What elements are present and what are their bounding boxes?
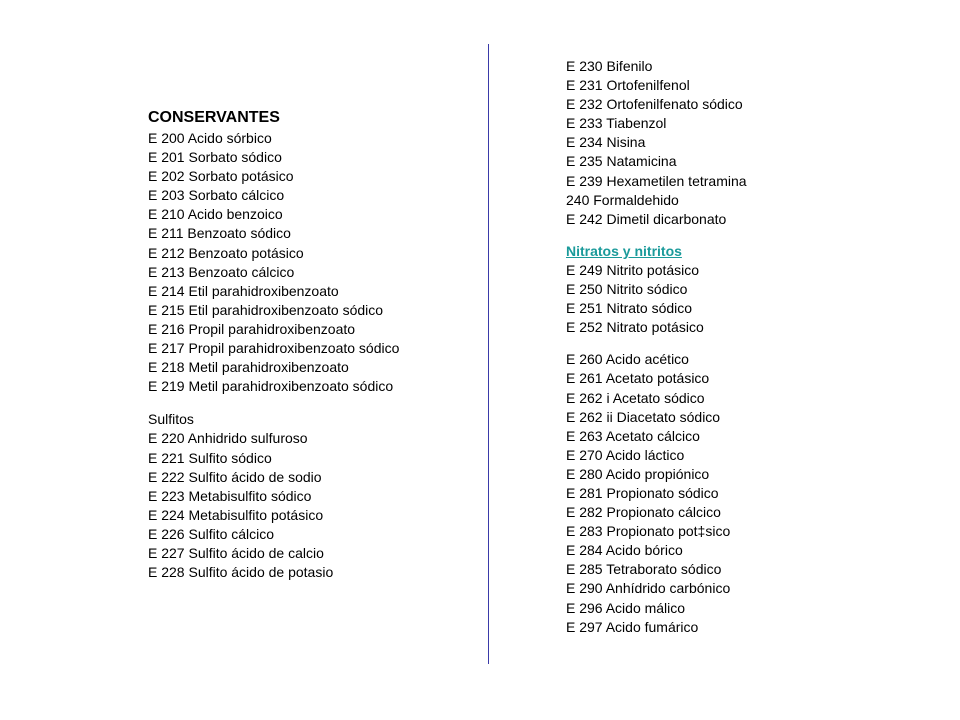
list-item: E 201 Sorbato sódico [148,149,282,166]
list-item: E 203 Sorbato cálcico [148,187,285,204]
list-item: E 284 Acido bórico [566,542,683,559]
list-item: E 214 Etil parahidroxibenzoato [148,282,339,299]
list-item: E 263 Acetato cálcico [566,427,700,444]
right-column [566,57,866,637]
left-column [148,108,468,582]
list-item: E 282 Propionato cálcico [566,504,721,521]
acids-list [566,350,866,636]
sulfitos-list [148,429,468,582]
list-item: E 226 Sulfito cálcico [148,525,275,542]
list-item: E 216 Propil parahidroxibenzoato [148,320,356,337]
list-item: E 290 Anhídrido carbónico [566,580,731,597]
nitratos-link[interactable]: Nitratos y nitritos [566,242,682,259]
spacer [148,396,468,410]
list-item: E 227 Sulfito ácido de calcio [148,544,324,561]
list-item: E 280 Acido propiónico [566,465,710,482]
list-item: E 251 Nitrato sódico [566,300,693,317]
list-item: E 235 Natamicina [566,153,677,170]
list-item: E 249 Nitrito potásico [566,261,700,278]
list-item: E 200 Acido sórbico [148,130,272,146]
list-item: E 261 Acetato potásico [566,370,710,387]
spacer [566,229,866,242]
list-item: E 270 Acido láctico [566,446,685,463]
list-item: E 285 Tetraborato sódico [566,561,722,578]
list-item: E 262 i Acetato sódico [566,389,705,406]
list-item: E 222 Sulfito ácido de sodio [148,468,322,485]
column-divider [488,44,489,664]
list-item: E 202 Sorbato potásico [148,168,294,185]
list-item: E 242 Dimetil dicarbonato [566,210,727,227]
list-item: E 217 Propil parahidroxibenzoato sódico [148,340,400,357]
list-item: E 218 Metil parahidroxibenzoato [148,359,349,376]
list-item: 240 Formaldehido [566,191,679,208]
sulfitos-heading: Sulfitos [148,411,194,428]
list-item: E 210 Acido benzoico [148,206,283,223]
spacer [566,337,866,350]
list-item: E 228 Sulfito ácido de potasio [148,564,334,581]
list-item: E 252 Nitrato potásico [566,319,704,336]
list-item: E 296 Acido málico [566,599,686,616]
list-item: E 220 Anhidrido sulfuroso [148,430,308,447]
nitratos-list [566,261,866,337]
list-item: E 212 Benzoato potásico [148,244,304,261]
list-item: E 224 Metabisulfito potásico [148,506,324,523]
list-item: E 239 Hexametilen tetramina [566,172,747,189]
list-item: E 223 Metabisulfito sódico [148,487,312,504]
list-item: E 215 Etil parahidroxibenzoato sódico [148,301,384,318]
list-item: E 232 Ortofenilfenato sódico [566,96,743,113]
list-item: E 234 Nisina [566,134,646,151]
preservatives-list-continued [566,57,866,229]
list-item: E 250 Nitrito sódico [566,281,688,298]
list-item: E 281 Propionato sódico [566,484,719,501]
list-item: E 221 Sulfito sódico [148,449,272,466]
section-title: CONSERVANTES [148,109,280,126]
list-item: E 231 Ortofenilfenol [566,77,690,94]
list-item: E 283 Propionato pot‡sico [566,523,731,540]
list-item: E 219 Metil parahidroxibenzoato sódico [148,378,394,395]
list-item: E 211 Benzoato sódico [148,225,291,242]
list-item: E 262 ii Diacetato sódico [566,408,721,425]
list-item: E 260 Acido acético [566,351,689,368]
list-item: E 297 Acido fumárico [566,618,699,635]
nitratos-heading-wrap [566,242,866,261]
list-item: E 230 Bifenilo [566,58,653,74]
list-item: E 233 Tiabenzol [566,115,667,132]
preservatives-list [148,129,468,396]
list-item: E 213 Benzoato cálcico [148,263,295,280]
